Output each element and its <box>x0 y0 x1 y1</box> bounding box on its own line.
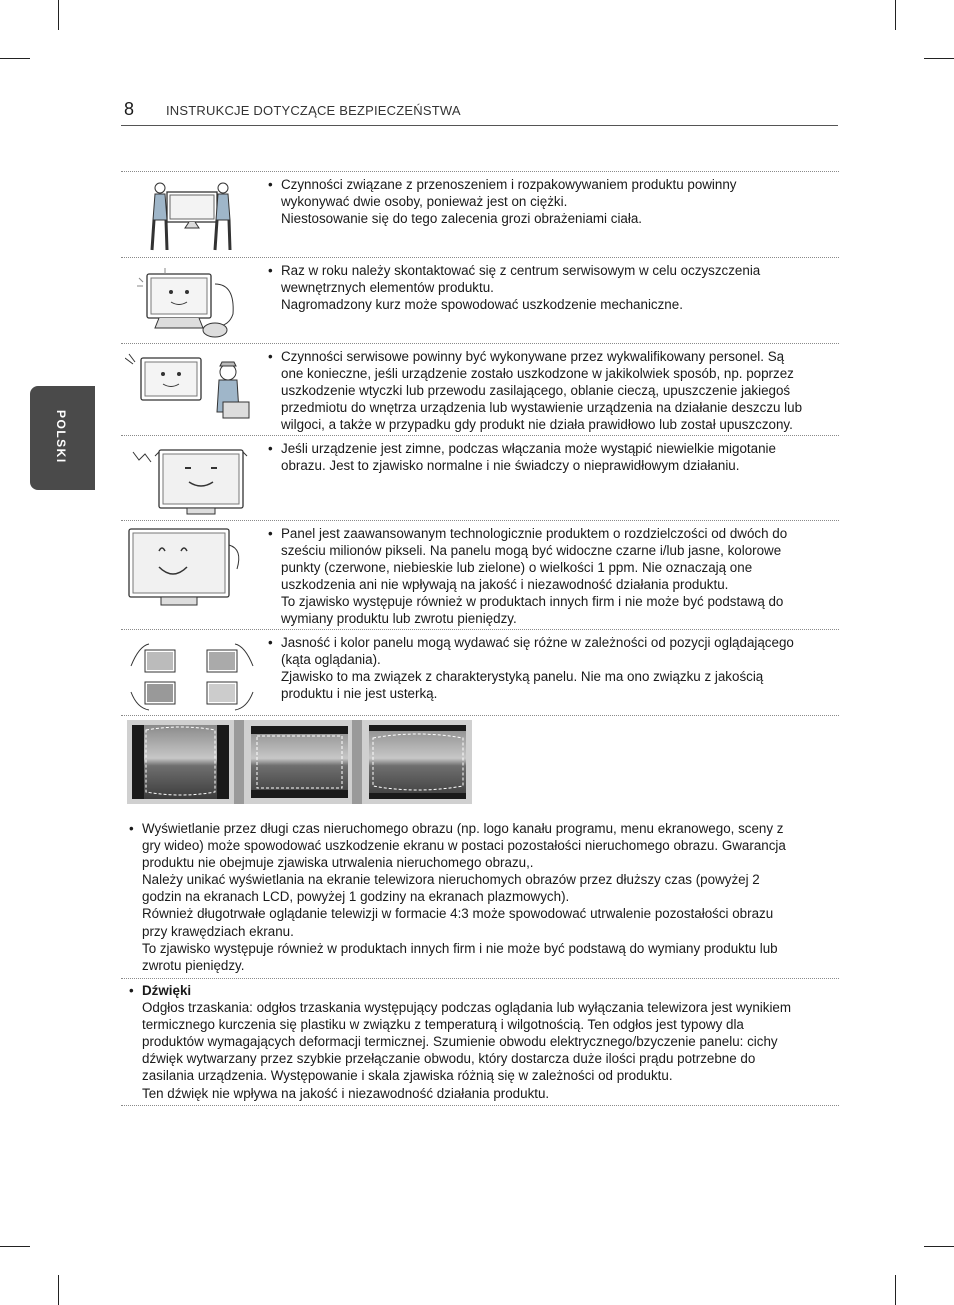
text-line: Również długotrwałe oglądanie telewizji w formacie 4:3 może spowodować utrwalenie pozostałości obrazu <box>142 906 774 922</box>
safety-item-text <box>268 525 834 628</box>
page-header-title: INSTRUKCJE DOTYCZĄCE BEZPIECZEŃSTWA <box>166 103 461 118</box>
text-line: Ten dźwięk nie wpływa na jakość i niezawodność działania produktu. <box>142 1085 550 1101</box>
two-people-carrying-tv-illustration <box>125 178 260 261</box>
bullet-paragraph <box>268 440 834 474</box>
text-line: • Raz w roku należy skontaktować się z centrum serwisowym w celu oczyszczenia <box>281 263 761 278</box>
text-line: • Panel jest zaawansowanym technologicznie produktem o rozdzielczości od dwóch do <box>281 526 788 541</box>
text-line: termicznego kurczenia się plastiku w związku z temperaturą i wilgotnością. Ten odgłos jest typowy dla <box>142 1017 744 1033</box>
text-line: punkty (czerwone, niebieskie lub zielone) o wielkości 1 ppm. Nie oznaczają one <box>281 560 753 576</box>
safety-item-text <box>268 634 834 702</box>
text-line: • Czynności związane z przenoszeniem i rozpakowywaniem produktu powinny <box>281 177 737 192</box>
page-number: 8 <box>124 99 135 119</box>
text-line: zwrotu pieniędzy. <box>142 957 245 973</box>
crop-mark <box>0 58 30 59</box>
text-line: • Wyświetlanie przez długi czas nieruchomego obrazu (np. logo kanału programu, menu ekranowego, sceny z <box>142 821 784 836</box>
bullet-paragraph <box>268 525 834 628</box>
bullet-paragraph <box>129 820 834 974</box>
crop-mark <box>58 1275 59 1305</box>
crop-mark <box>924 1246 954 1247</box>
flickering-tv-illustration <box>125 442 260 525</box>
text-line: produktów wymagających deformacji termicznej. Szumienie obwodu elektrycznego/bzyczenie panelu: cichy <box>142 1034 778 1050</box>
bullet-paragraph <box>268 262 834 313</box>
smiling-tv-panel-illustration <box>125 525 260 612</box>
tv-service-technician-illustration <box>125 350 260 435</box>
bullet-paragraph <box>268 176 834 227</box>
text-line: uszkodzenie wtyczki lub przewodu zasilającego, oblanie cieczą, upuszczenie jakiegoś <box>281 383 791 399</box>
text-line: Odgłos trzaskania: odgłos trzaskania występujący podczas oglądania lub wyłączania telewizora jest wynikiem <box>142 1000 792 1016</box>
tv-vacuum-cleaner-illustration <box>125 264 260 347</box>
text-line: dźwięk wytwarzany przez szybkie przełączanie obwodu, który dostarcza duże ilości prądu potrzebne do <box>142 1051 756 1067</box>
crop-mark <box>924 58 954 59</box>
section-divider <box>121 1105 839 1106</box>
text-line: Nagromadzony kurz może spowodować uszkodzenie mechaniczne. <box>281 297 683 313</box>
text-line: przy krawędziach ekranu. <box>142 923 294 939</box>
section-divider <box>121 978 839 979</box>
text-line: wilgoci, a także w przypadku gdy produkt nie działa prawidłowo lub został upuszczony. <box>281 417 793 433</box>
language-tab-label: POLSKI <box>54 410 68 464</box>
text-line: To zjawisko występuje również w produktach innych firm i nie może być podstawą do <box>281 594 784 610</box>
bullet-paragraph <box>268 348 834 433</box>
safety-item-viewing-angle <box>121 629 839 715</box>
safety-item-text <box>268 176 834 227</box>
safety-item-cold-flicker <box>121 435 839 520</box>
safety-item-cleaning <box>121 257 839 343</box>
safety-item-carrying <box>121 171 839 257</box>
text-line: gry wideo) może spowodować uszkodzenie ekranu w postaci pozostałości nieruchomego obrazu. Gwarancja <box>142 838 786 854</box>
text-line: • Czynności serwisowe powinny być wykonywane przez wykwalifikowany personel. Są <box>281 349 785 364</box>
text-line: Zjawisko to ma związek z charakterystyką panelu. Nie ma ono związku z jakością <box>281 669 764 685</box>
text-line: To zjawisko występuje również w produktach innych firm i nie może być podstawą do wymiany produktu lub <box>142 940 778 956</box>
text-line: sześciu milionów pikseli. Na panelu mogą być widoczne czarne i/lub jasne, kolorowe <box>281 543 782 559</box>
text-line: przedmiotu do wnętrza urządzenia lub wystawienie urządzenia na działanie deszczu lub <box>281 400 803 416</box>
sounds-text <box>129 982 834 1102</box>
sounds-heading: • Dźwięki <box>142 983 192 998</box>
text-line: • Jasność i kolor panelu mogą wydawać się różne w zależności od pozycji oglądającego <box>281 635 794 650</box>
text-line: wykonywać dwie osoby, ponieważ jest on ciężki. <box>281 194 568 210</box>
safety-item-text <box>268 262 834 313</box>
section-divider <box>121 715 839 716</box>
safety-item-text <box>268 348 834 433</box>
header-divider <box>121 125 838 126</box>
safety-item-panel-pixels <box>121 520 839 629</box>
text-line: wewnętrznych elementów produktu. <box>281 280 494 296</box>
text-line: produktu nie obejmuje zjawiska utrwalenia nieruchomego obrazu,. <box>142 855 534 871</box>
safety-item-service <box>121 343 839 435</box>
viewing-angle-tvs-illustration <box>125 636 260 717</box>
text-line: uszkodzenia ani nie wpływają na jakość i niezawodność działania produktu. <box>281 577 729 593</box>
text-line: Niestosowanie się do tego zalecenia grozi obrażeniami ciała. <box>281 211 643 227</box>
text-line: • Jeśli urządzenie jest zimne, podczas włączania może wystąpić niewielkie migotanie <box>281 441 776 456</box>
text-line: Należy unikać wyświetlania na ekranie telewizora nieruchomych obrazów przez dłuższy czas (powyżej 2 <box>142 872 760 888</box>
text-line: one konieczne, jeśli urządzenie zostało uszkodzone w jakikolwiek sposób, np. poprzez <box>281 366 794 382</box>
crop-mark <box>895 0 896 30</box>
text-line: (kąta oglądania). <box>281 652 381 668</box>
safety-item-text <box>268 440 834 474</box>
image-retention-text <box>129 820 834 974</box>
image-retention-photos <box>127 720 472 804</box>
crop-mark <box>58 0 59 30</box>
text-line: godzin na ekranach LCD, powyżej 1 godziny na ekranach plazmowych). <box>142 889 570 905</box>
bullet-paragraph <box>268 634 834 702</box>
text-line: wymiany produktu lub zwrotu pieniędzy. <box>281 611 517 627</box>
text-line: produktu i nie jest usterką. <box>281 686 438 702</box>
crop-mark <box>895 1275 896 1305</box>
crop-mark <box>0 1246 30 1247</box>
bullet-paragraph <box>129 982 834 1102</box>
text-line: obrazu. Jest to zjawisko normalne i nie świadczy o nieprawidłowym działaniu. <box>281 458 740 474</box>
text-line: zasilania urządzenia. Występowanie i skala zjawiska różnią się w zależności od produktu. <box>142 1068 673 1084</box>
language-tab <box>30 386 95 490</box>
